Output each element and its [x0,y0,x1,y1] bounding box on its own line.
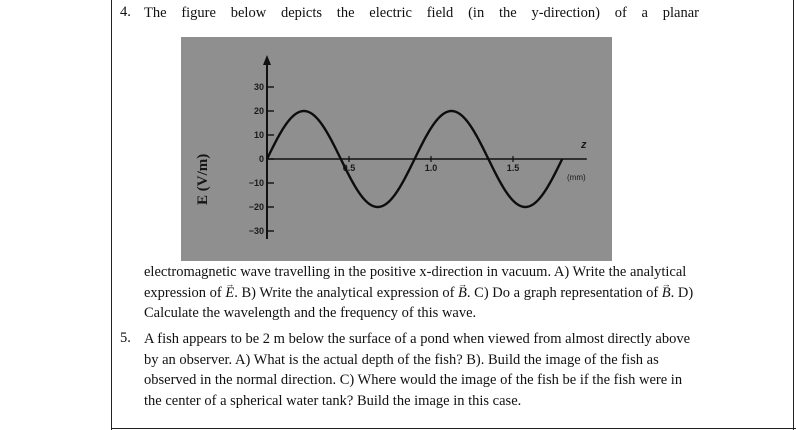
plot-axes [263,55,587,239]
y-tick-label: 30 [253,82,264,92]
page-border-right [793,0,794,430]
question-5-number: 5. [120,330,131,346]
question-4-body [144,262,700,324]
vector-b: → B [662,283,671,304]
y-axis-arrow [263,55,271,65]
y-tick-label: 0 [258,154,264,164]
x-axis-symbol: z [581,139,587,151]
q4-text-part4: . D) Calculate the wavelength and the frequency of this wave. [144,284,694,322]
x-tick-label: 1.0 [424,163,438,173]
vector-b: → B [458,283,467,304]
q4-text-part3: . C) Do a graph representation of [466,284,662,301]
question-4-number: 4. [120,4,131,20]
y-tick-label: −10 [248,178,264,188]
question-4-first-line: The figure below depicts the electric field (in the y-direction) of a planar [144,5,699,21]
page-border-left [111,0,112,430]
y-tick-label: 20 [253,106,264,116]
y-axis-label: E (V/m) [195,153,211,205]
y-tick-label: 10 [253,130,264,140]
wave-plot [181,37,612,261]
q4-text-part1: electromagnetic wave travelling in the positive x-direction in vacuum. A) Write the analytical expression of [144,264,687,301]
question-5-body: A fish appears to be 2 m below the surface of a pond when viewed from almost directly above by an observer. A) What is the actual depth of the fish? B). Build the image of the fish as observed in the normal direction. C) Where would the image of the fish be if the fish were in the center of a spherical water tank? Build the image in this case. [144,331,691,409]
y-tick-label: −30 [248,226,264,236]
x-tick-label: 0.5 [342,163,356,173]
y-tick-label: −20 [248,202,264,212]
x-axis-unit: (mm) [567,173,586,182]
vector-e: → E [225,283,234,304]
page-border-bottom [111,428,796,429]
x-tick-label: 1.5 [506,163,520,173]
electric-field-figure [181,37,612,261]
q4-text-part2: . B) Write the analytical expression of [234,284,459,301]
